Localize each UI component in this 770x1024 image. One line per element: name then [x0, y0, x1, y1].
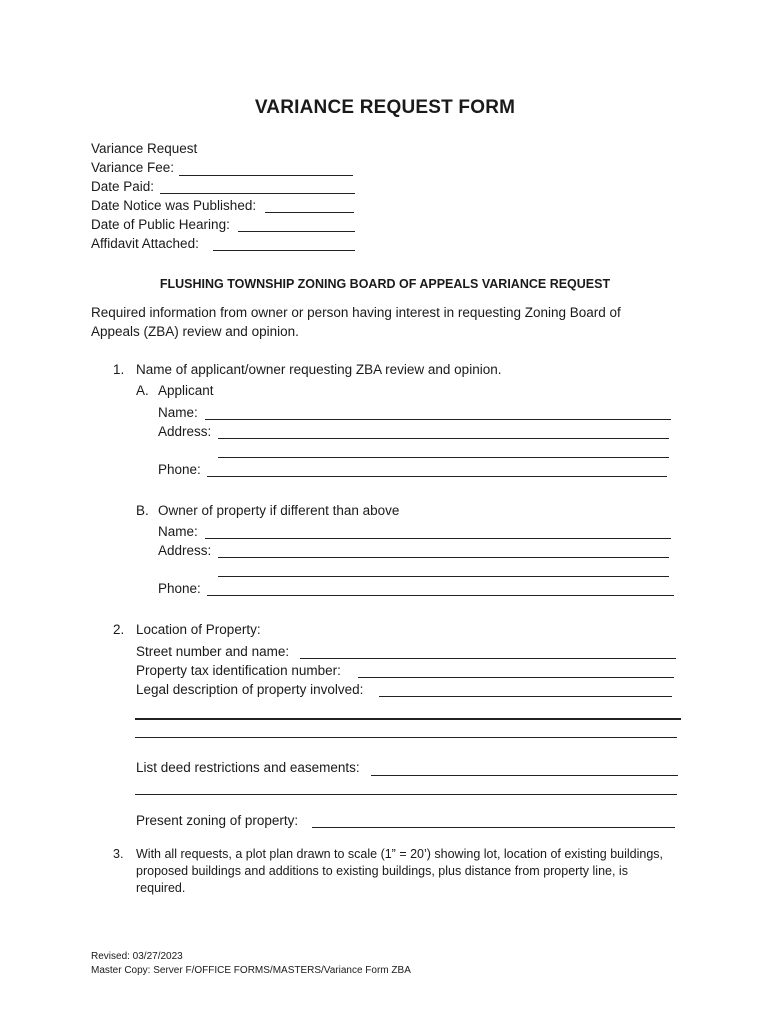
- owner-phone-label: Phone:: [158, 581, 201, 596]
- deed-restrictions-field[interactable]: [371, 775, 678, 776]
- owner-phone-field[interactable]: [207, 595, 674, 596]
- legal-description-label: Legal description of property involved:: [136, 682, 364, 697]
- form-subtitle: FLUSHING TOWNSHIP ZONING BOARD OF APPEALS VARIANCE REQUEST: [159, 277, 611, 291]
- deed-restrictions-field-2[interactable]: [135, 794, 677, 795]
- owner-address-label: Address:: [158, 543, 212, 558]
- intro-line-2: Appeals (ZBA) review and opinion.: [91, 324, 299, 339]
- applicant-phone-field[interactable]: [207, 476, 667, 477]
- subsection-b-label: B.: [136, 503, 149, 518]
- tax-id-field[interactable]: [358, 677, 674, 678]
- affidavit-label: Affidavit Attached:: [91, 236, 199, 251]
- tax-id-label: Property tax identification number:: [136, 663, 341, 678]
- subsection-b-heading: Owner of property if different than above: [158, 503, 400, 518]
- affidavit-field[interactable]: [213, 250, 355, 251]
- present-zoning-label: Present zoning of property:: [136, 813, 299, 828]
- date-hearing-field[interactable]: [238, 231, 355, 232]
- legal-description-field-2[interactable]: [135, 718, 681, 720]
- subsection-a-heading: Applicant: [158, 383, 214, 398]
- applicant-phone-label: Phone:: [158, 462, 201, 477]
- date-paid-field[interactable]: [160, 193, 355, 194]
- section-3-number: 3.: [113, 847, 124, 861]
- section-2-number: 2.: [113, 622, 125, 637]
- section-3-line-3: required.: [136, 881, 186, 895]
- owner-name-label: Name:: [158, 524, 198, 539]
- applicant-address-field[interactable]: [218, 438, 669, 439]
- date-notice-label: Date Notice was Published:: [91, 198, 257, 213]
- page-title: VARIANCE REQUEST FORM: [254, 97, 516, 118]
- owner-address-field-2[interactable]: [218, 576, 669, 577]
- section-1-number: 1.: [113, 362, 125, 377]
- applicant-name-field[interactable]: [205, 419, 671, 420]
- owner-address-field[interactable]: [218, 557, 669, 558]
- date-hearing-label: Date of Public Hearing:: [91, 217, 230, 232]
- intro-line-1: Required information from owner or person having interest in requesting Zoning Board of: [91, 305, 621, 320]
- variance-fee-field[interactable]: [179, 175, 353, 176]
- applicant-address-label: Address:: [158, 424, 212, 439]
- master-copy-path: Master Copy: Server F/OFFICE FORMS/MASTERS/Variance Form ZBA: [91, 965, 411, 976]
- street-field[interactable]: [300, 658, 676, 659]
- variance-request-label: Variance Request: [91, 141, 198, 156]
- date-notice-field[interactable]: [265, 212, 354, 213]
- applicant-name-label: Name:: [158, 405, 198, 420]
- section-3-line-1: With all requests, a plot plan drawn to scale (1” = 20’) showing lot, location of existing buildings,: [136, 847, 664, 861]
- section-2-heading: Location of Property:: [136, 622, 261, 637]
- subsection-a-label: A.: [136, 383, 149, 398]
- section-3-line-2: proposed buildings and additions to existing buildings, plus distance from property line, is: [136, 864, 628, 878]
- deed-restrictions-label: List deed restrictions and easements:: [136, 760, 360, 775]
- section-1-heading: Name of applicant/owner requesting ZBA review and opinion.: [136, 362, 502, 377]
- legal-description-field-3[interactable]: [135, 737, 677, 738]
- street-label: Street number and name:: [136, 644, 290, 659]
- date-paid-label: Date Paid:: [91, 179, 155, 194]
- legal-description-field[interactable]: [379, 696, 672, 697]
- variance-fee-label: Variance Fee:: [91, 160, 175, 175]
- present-zoning-field[interactable]: [312, 827, 675, 828]
- applicant-address-field-2[interactable]: [218, 457, 669, 458]
- owner-name-field[interactable]: [205, 538, 671, 539]
- revised-date: Revised: 03/27/2023: [91, 951, 183, 962]
